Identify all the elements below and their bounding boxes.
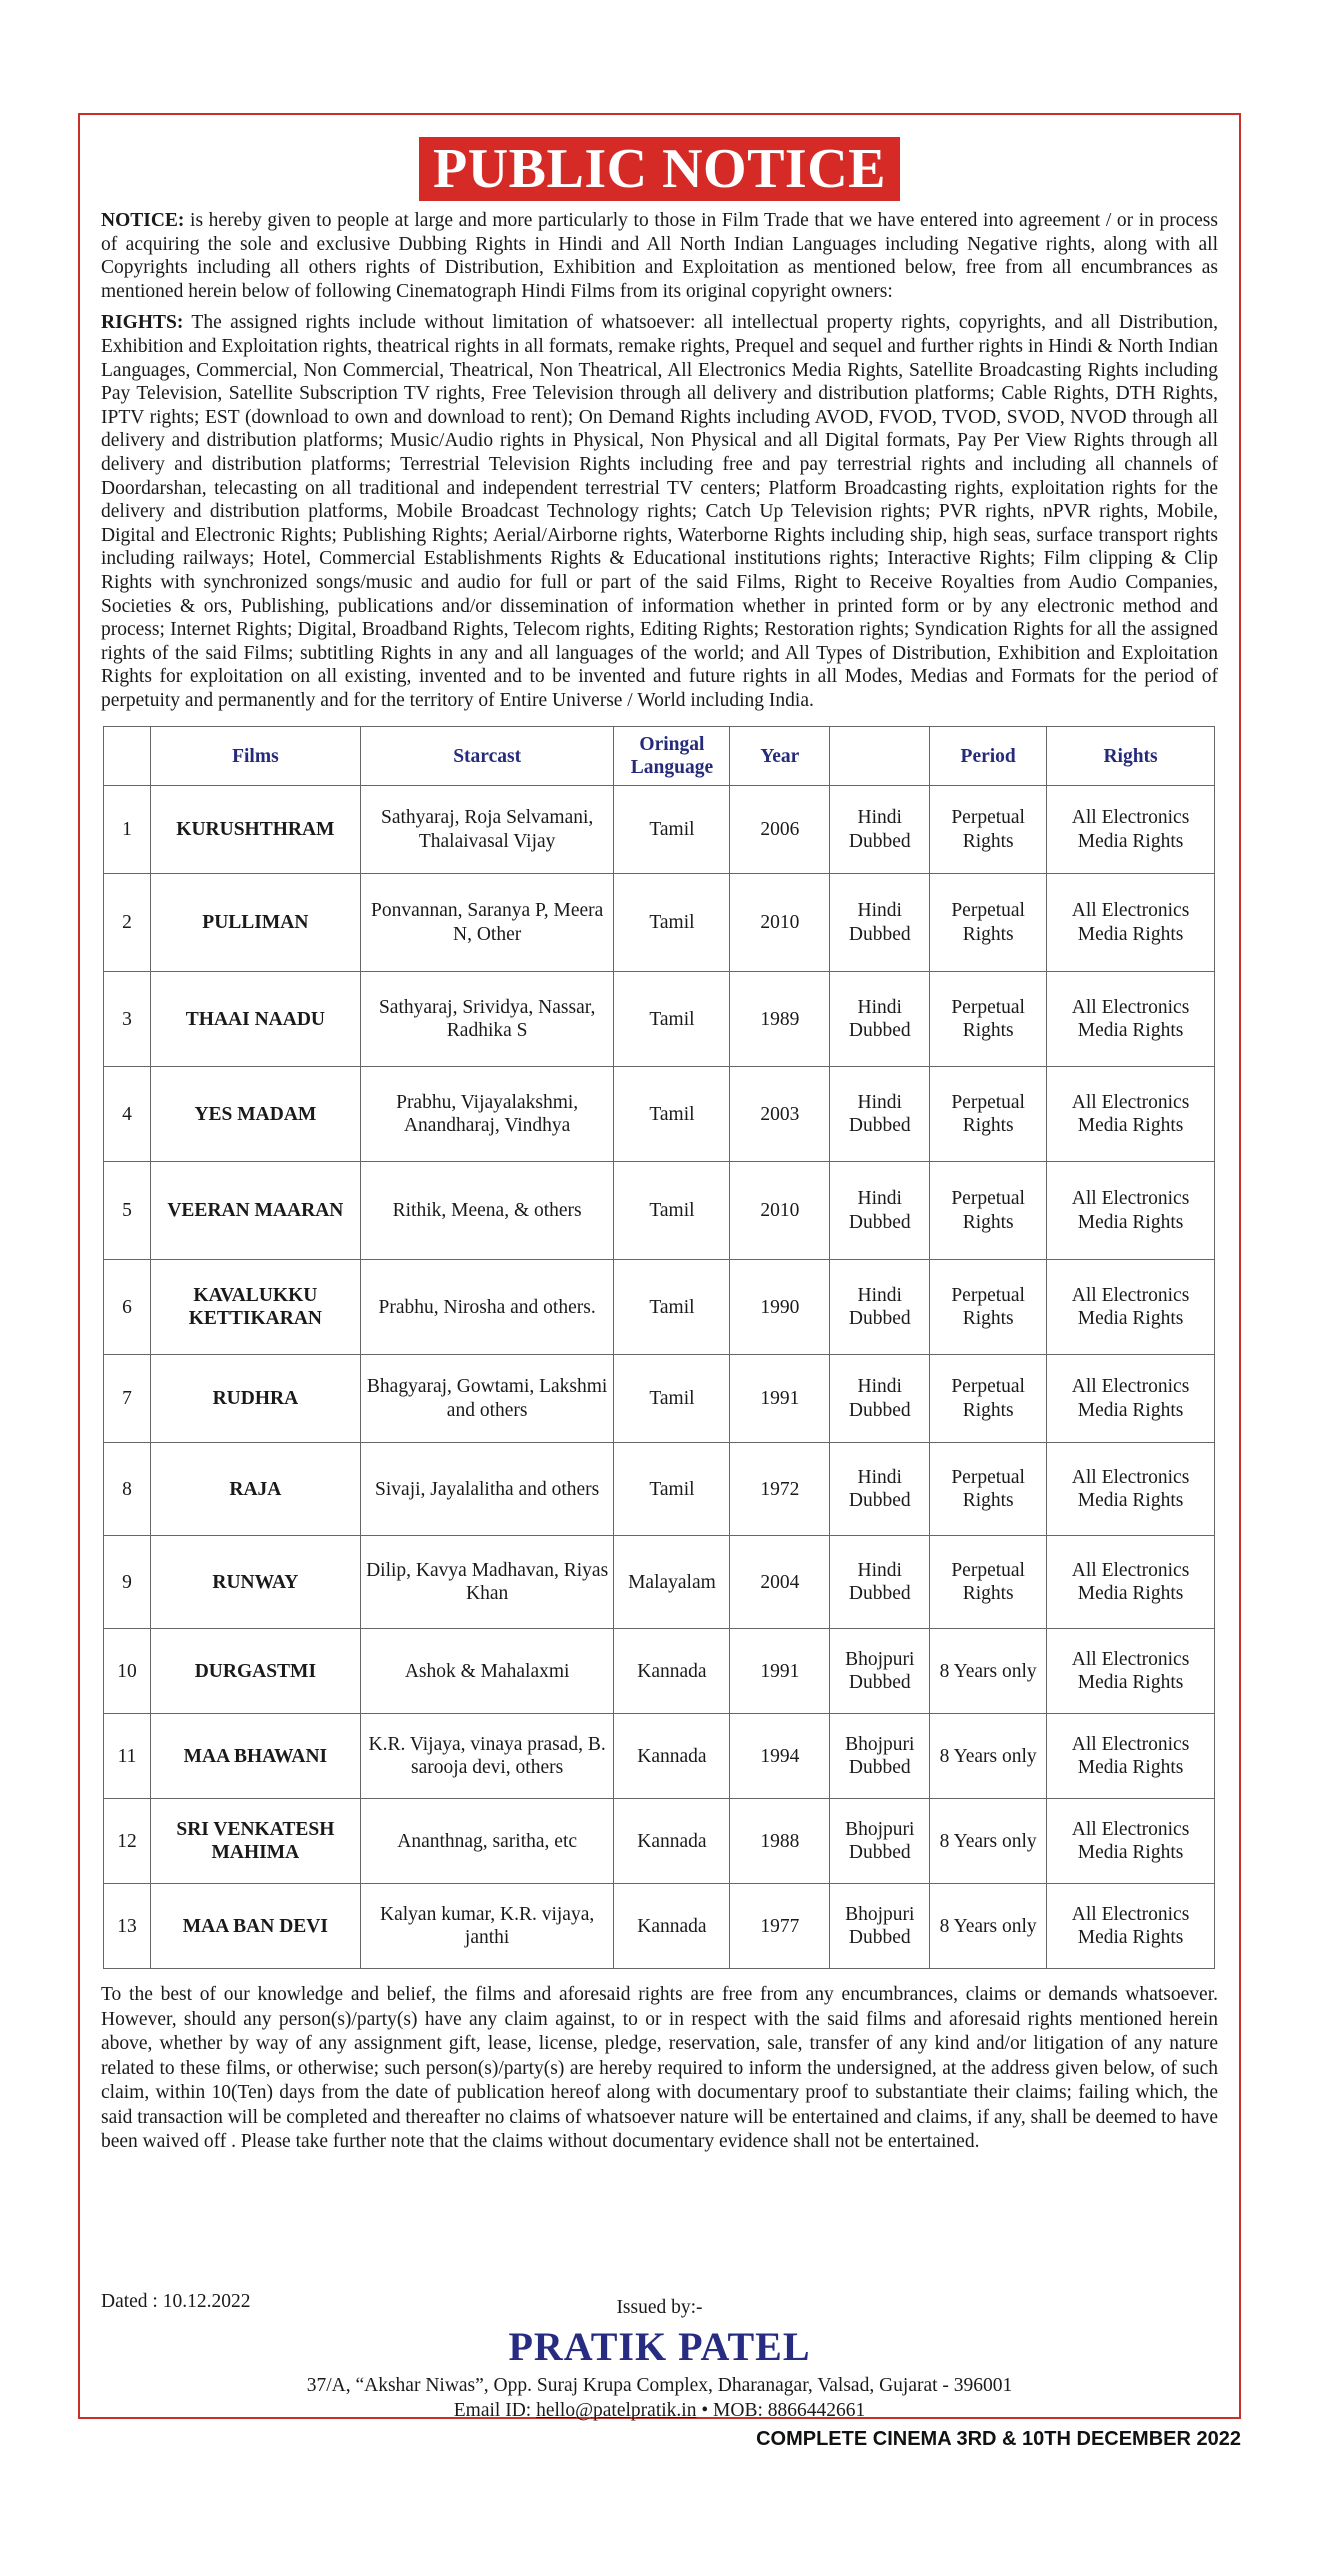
period: Perpetual Rights (930, 972, 1047, 1067)
year: 1988 (730, 1799, 830, 1884)
issuer-name: PRATIK PATEL (508, 2324, 811, 2369)
year: 2003 (730, 1067, 830, 1162)
period: Perpetual Rights (930, 874, 1047, 972)
film-title: VEERAN MAARAN (150, 1162, 360, 1260)
film-title: RUDHRA (150, 1355, 360, 1443)
table-row (104, 874, 1215, 972)
language: Tamil (614, 1067, 730, 1162)
rights: All Electronics Media Rights (1047, 1355, 1215, 1443)
row-index: 6 (104, 1260, 151, 1355)
table-row (104, 1884, 1215, 1969)
film-title: YES MADAM (150, 1067, 360, 1162)
film-title: RAJA (150, 1443, 360, 1536)
starcast: Sathyaraj, Srividya, Nassar, Radhika S (360, 972, 614, 1067)
rights-label: RIGHTS: (101, 312, 184, 334)
rights: All Electronics Media Rights (1047, 874, 1215, 972)
rights: All Electronics Media Rights (1047, 1714, 1215, 1799)
table-row (104, 1714, 1215, 1799)
notice-label: NOTICE: (101, 210, 185, 231)
starcast: Prabhu, Vijayalakshmi, Anandharaj, Vindhya (360, 1067, 614, 1162)
dubbing: Hindi Dubbed (830, 1355, 930, 1443)
period: Perpetual Rights (930, 1067, 1047, 1162)
period: Perpetual Rights (930, 786, 1047, 874)
dubbing: Hindi Dubbed (830, 786, 930, 874)
starcast: Sathyaraj, Roja Selvamani, Thalaivasal Vijay (360, 786, 614, 874)
language: Kannada (614, 1714, 730, 1799)
period: Perpetual Rights (930, 1260, 1047, 1355)
row-index: 8 (104, 1443, 151, 1536)
notice-paragraph (101, 209, 1218, 303)
header-index (104, 727, 151, 786)
period: Perpetual Rights (930, 1536, 1047, 1629)
language: Tamil (614, 786, 730, 874)
table-row (104, 1067, 1215, 1162)
rights: All Electronics Media Rights (1047, 786, 1215, 874)
rights: All Electronics Media Rights (1047, 1067, 1215, 1162)
language: Tamil (614, 1443, 730, 1536)
language: Tamil (614, 972, 730, 1067)
language: Tamil (614, 1355, 730, 1443)
starcast: Ashok & Mahalaxmi (360, 1629, 614, 1714)
film-title: MAA BAN DEVI (150, 1884, 360, 1969)
language: Malayalam (614, 1536, 730, 1629)
year: 2004 (730, 1536, 830, 1629)
row-index: 3 (104, 972, 151, 1067)
language: Kannada (614, 1629, 730, 1714)
mobile-number: • MOB: 8866442661 (696, 2400, 866, 2421)
starcast: Kalyan kumar, K.R. vijaya, janthi (360, 1884, 614, 1969)
header-language: Oringal Language (614, 727, 730, 786)
dubbing: Hindi Dubbed (830, 1536, 930, 1629)
film-title: DURGASTMI (150, 1629, 360, 1714)
row-index: 10 (104, 1629, 151, 1714)
period: 8 Years only (930, 1629, 1047, 1714)
header-period: Period (930, 727, 1047, 786)
language: Kannada (614, 1799, 730, 1884)
publication-footer: COMPLETE CINEMA 3RD & 10TH DECEMBER 2022 (756, 2428, 1241, 2450)
starcast: K.R. Vijaya, vinaya prasad, B. sarooja devi, others (360, 1714, 614, 1799)
year: 2006 (730, 786, 830, 874)
rights: All Electronics Media Rights (1047, 1884, 1215, 1969)
row-index: 13 (104, 1884, 151, 1969)
row-index: 9 (104, 1536, 151, 1629)
film-title: KURUSHTHRAM (150, 786, 360, 874)
issuer-contact (80, 2400, 1239, 2422)
year: 1972 (730, 1443, 830, 1536)
year: 1994 (730, 1714, 830, 1799)
table-row (104, 1162, 1215, 1260)
table-header-row (104, 727, 1215, 786)
period: Perpetual Rights (930, 1355, 1047, 1443)
starcast: Sivaji, Jayalalitha and others (360, 1443, 614, 1536)
dubbing: Bhojpuri Dubbed (830, 1884, 930, 1969)
starcast: Dilip, Kavya Madhavan, Riyas Khan (360, 1536, 614, 1629)
period: 8 Years only (930, 1799, 1047, 1884)
header-starcast: Starcast (360, 727, 614, 786)
table-row (104, 1355, 1215, 1443)
row-index: 12 (104, 1799, 151, 1884)
dubbing: Bhojpuri Dubbed (830, 1714, 930, 1799)
table-row (104, 786, 1215, 874)
period: 8 Years only (930, 1884, 1047, 1969)
starcast: Prabhu, Nirosha and others. (360, 1260, 614, 1355)
rights: All Electronics Media Rights (1047, 1162, 1215, 1260)
table-row (104, 1536, 1215, 1629)
language: Tamil (614, 1260, 730, 1355)
year: 2010 (730, 1162, 830, 1260)
notice-text: is hereby given to people at large and more particularly to those in Film Trade that we have entered into agreement / or in process of acquiring the sole and exclusive Dubbing Rights in Hindi and All North Indian Languages including Negative rights, along with all Copyrights including all others rights of Distribution, Exhibition and Exploitation as mentioned below, free from all encumbrances as mentioned herein below of following Cinematograph Hindi Films from its original copyright owners: (101, 210, 1218, 302)
dated: Dated : 10.12.2022 (101, 2291, 251, 2312)
row-index: 2 (104, 874, 151, 972)
issuer-address: 37/A, “Akshar Niwas”, Opp. Suraj Krupa Complex, Dharanagar, Valsad, Gujarat - 396001 (306, 2375, 1013, 2396)
year: 1991 (730, 1629, 830, 1714)
rights: All Electronics Media Rights (1047, 1260, 1215, 1355)
rights-text: The assigned rights include without limitation of whatsoever: all intellectual property rights, copyrights, and all Distribution, Exhibition and Exploitation rights, theatrical rights in all formats, remake rights, Prequel and sequel and further rights in Hindi & North Indian Languages, Commercial, Non Commercial, Theatrical, Non Theatrical, All Electronics Media Rights, Satellite Broadcasting Rights including Pay Television, Satellite Subscription TV rights, Free Television through all delivery and distribution platforms; Cable Rights, DTH Rights, IPTV rights; EST (download to own and download to rent); On Demand Rights including AVOD, FVOD, TVOD, SVOD, NVOD through all delivery and distribution platforms; Music/Audio rights in Physical, Non Physical and all Digital formats, Pay Per View Rights through all delivery and distribution platforms; Terrestrial Television Rights including free and pay terrestrial rights and including all channels of Doordarshan, telecasting on all traditional and independent terrestrial TV centers; Platform Broadcasting rights, exploitation rights for the delivery and distribution platforms, Mobile Broadcast Technology rights; Catch Up Television rights; PVR rights, nPVR rights, Mobile, Digital and Electronic Rights; Publishing Rights; Aerial/Airborne rights, Waterborne Rights including ship, high seas, surface transport rights including railways; Hotel, Commercial Establishments Rights & Educational institutions rights; Interactive Rights; Film clipping & Clip Rights with synchronized songs/music and audio for full or part of the said Films, Right to Receive Royalties from Audio Companies, Societies & ors, Publishing, publications and/or dissemination of information whether in printed form or by any electronic method and process; Internet Rights; Digital, Broadband Rights, Telecom rights, Editing Rights; Restoration rights; Syndication Rights for all the assigned rights of the said Films; subtitling Rights in any and all languages of the world; and All Types of Distribution, Exhibition and Exploitation Rights for exploitation on all existing, invented and to be invented and future rights in all Modes, Medias and Formats for the period of perpetuity and permanently and for the territory of Entire Universe / World including India. (101, 312, 1218, 711)
notice-title: PUBLIC NOTICE (419, 137, 900, 201)
table-row (104, 1799, 1215, 1884)
email-link[interactable]: hello@patelpratik.in (536, 2400, 697, 2421)
notice-frame (78, 113, 1241, 2419)
dubbing: Hindi Dubbed (830, 1067, 930, 1162)
rights: All Electronics Media Rights (1047, 1443, 1215, 1536)
header-year: Year (730, 727, 830, 786)
year: 1990 (730, 1260, 830, 1355)
language: Kannada (614, 1884, 730, 1969)
rights: All Electronics Media Rights (1047, 1536, 1215, 1629)
dubbing: Hindi Dubbed (830, 1162, 930, 1260)
year: 1989 (730, 972, 830, 1067)
dubbing: Bhojpuri Dubbed (830, 1629, 930, 1714)
header-films: Films (150, 727, 360, 786)
dubbing: Hindi Dubbed (830, 972, 930, 1067)
rights: All Electronics Media Rights (1047, 972, 1215, 1067)
starcast: Ponvannan, Saranya P, Meera N, Other (360, 874, 614, 972)
year: 2010 (730, 874, 830, 972)
film-title: MAA BHAWANI (150, 1714, 360, 1799)
starcast: Rithik, Meena, & others (360, 1162, 614, 1260)
row-index: 11 (104, 1714, 151, 1799)
email-label: Email ID: (453, 2400, 537, 2421)
issued-by: Issued by:- (616, 2297, 703, 2318)
films-table (103, 726, 1215, 1969)
dubbing: Bhojpuri Dubbed (830, 1799, 930, 1884)
language: Tamil (614, 1162, 730, 1260)
year: 1977 (730, 1884, 830, 1969)
row-index: 1 (104, 786, 151, 874)
dubbing: Hindi Dubbed (830, 874, 930, 972)
film-title: PULLIMAN (150, 874, 360, 972)
dubbing: Hindi Dubbed (830, 1443, 930, 1536)
header-dubbing (830, 727, 930, 786)
language: Tamil (614, 874, 730, 972)
film-title: KAVALUKKU KETTIKARAN (150, 1260, 360, 1355)
rights: All Electronics Media Rights (1047, 1629, 1215, 1714)
starcast: Bhagyaraj, Gowtami, Lakshmi and others (360, 1355, 614, 1443)
table-row (104, 1443, 1215, 1536)
year: 1991 (730, 1355, 830, 1443)
film-title: RUNWAY (150, 1536, 360, 1629)
period: Perpetual Rights (930, 1443, 1047, 1536)
table-row (104, 1629, 1215, 1714)
header-rights: Rights (1047, 727, 1215, 786)
row-index: 4 (104, 1067, 151, 1162)
closing-paragraph: To the best of our knowledge and belief, the films and aforesaid rights are free from any encumbrances, claims or demands whatsoever. However, should any person(s)/party(s) have any claim against, to or in respect with the said films and aforesaid rights mentioned herein above, whether by way of any assignment gift, lease, license, pledge, reservation, sale, transfer of any kind and/or litigation of any nature related to these films, or otherwise; such person(s)/party(s) are hereby required to inform the undersigned, at the address given below, of such claim, within 10(Ten) days from the date of publication hereof along with documentary proof to substantiate their claims; failing which, the said transaction will be completed and thereafter no claims of whatsoever nature will be entertained and claims, if any, shall be deemed to have been waived off . Please take further note that the claims without documentary evidence shall not be entertained. (101, 1984, 1218, 2153)
starcast: Ananthnag, saritha, etc (360, 1799, 614, 1884)
table-row (104, 1260, 1215, 1355)
film-title: SRI VENKATESH MAHIMA (150, 1799, 360, 1884)
rights: All Electronics Media Rights (1047, 1799, 1215, 1884)
table-row (104, 972, 1215, 1067)
period: 8 Years only (930, 1714, 1047, 1799)
period: Perpetual Rights (930, 1162, 1047, 1260)
row-index: 5 (104, 1162, 151, 1260)
row-index: 7 (104, 1355, 151, 1443)
film-title: THAAI NAADU (150, 972, 360, 1067)
dubbing: Hindi Dubbed (830, 1260, 930, 1355)
rights-paragraph (101, 311, 1218, 712)
